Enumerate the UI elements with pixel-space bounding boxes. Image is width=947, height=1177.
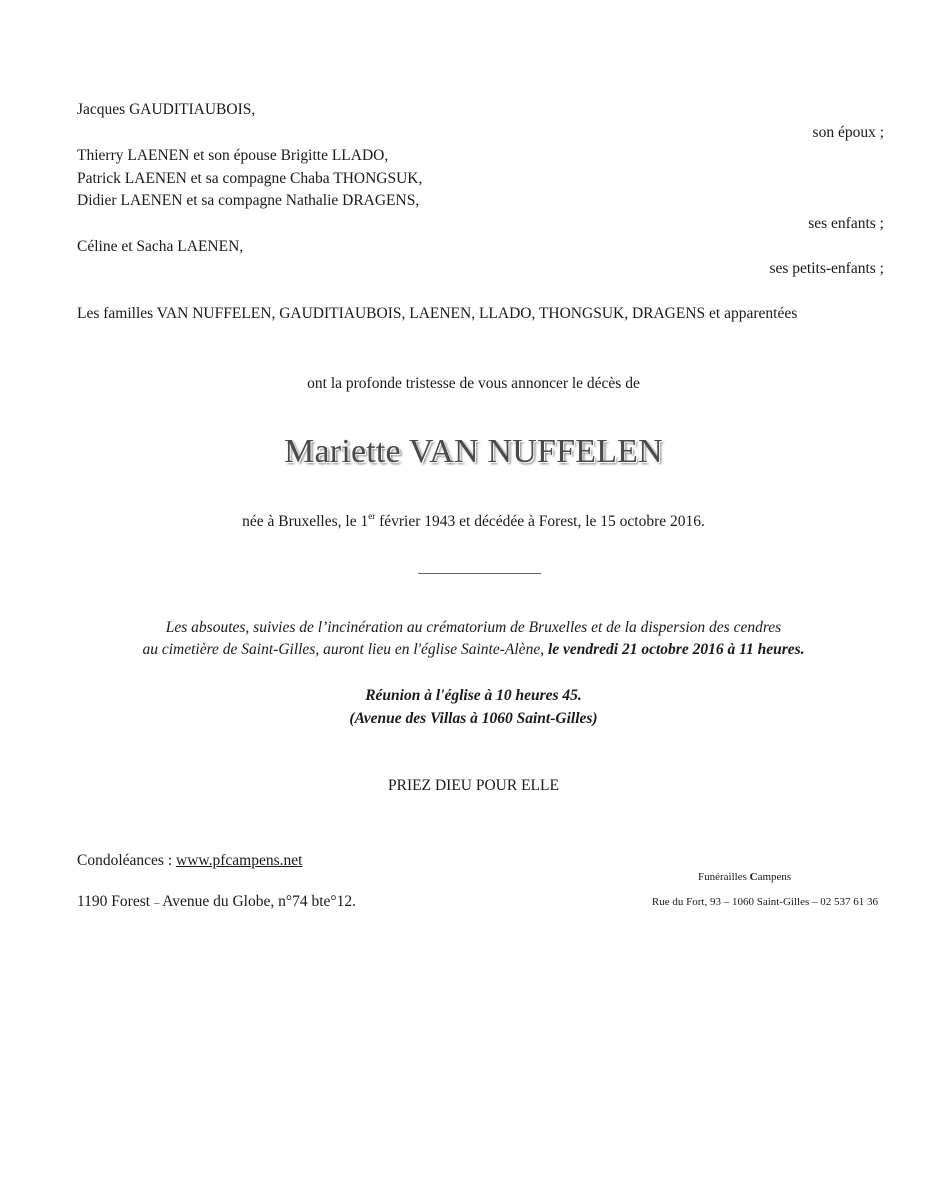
birth-ordinal: er [368,511,376,521]
condolences-label: Condoléances : [77,852,177,869]
deceased-name: Mariette VAN NUFFELEN [284,433,663,470]
prayer-line: PRIEZ DIEU POUR ELLE [388,777,559,794]
funeral-home-name [698,871,791,884]
funeral-home-address: Rue du Fort, 93 – 1060 Saint-Gilles – 02 537 61 36 [651,896,878,908]
ceremony-line-2 [0,641,947,659]
birth-death-line [0,513,947,531]
extended-families: Les familles VAN NUFFELEN, GAUDITIAUBOIS, LAENEN, LLADO, THONGSUK, DRAGENS et apparentées [77,305,798,322]
home-address-rest: Avenue du Globe, n°74 bte°12. [162,893,356,910]
child-line: Patrick LAENEN et sa compagne Chaba THONGSUK, [77,170,423,187]
ceremony-line-2-text: au cimetière de Saint-Gilles, auront lieu en l'église Sainte-Alène, [142,641,548,658]
funeral-home-prefix: Funérailles [698,871,750,883]
children-role: ses enfants ; [808,215,884,232]
home-address-dash: – [153,897,163,909]
spouse-role: son époux ; [812,124,884,141]
birth-prefix: née à Bruxelles, le 1 [242,513,369,530]
announcement-intro: ont la profonde tristesse de vous annoncer le décès de [307,375,640,392]
home-address-prefix: 1190 Forest [77,893,154,910]
funeral-home-rest: ampens [757,871,792,883]
funeral-home-initial: C [749,871,758,883]
child-line: Didier LAENEN et sa compagne Nathalie DRAGENS, [77,192,420,209]
ceremony-date: le vendredi 21 octobre 2016 à 11 heures. [547,641,805,658]
birth-suffix: février 1943 et décédée à Forest, le 15 octobre 2016. [375,513,705,530]
grandchildren-role: ses petits-enfants ; [769,260,884,277]
grandchildren-names: Céline et Sacha LAENEN, [77,238,244,255]
church-address: (Avenue des Villas à 1060 Saint-Gilles) [349,710,598,727]
child-line: Thierry LAENEN et son épouse Brigitte LLADO, [77,147,389,164]
spouse-name: Jacques GAUDITIAUBOIS, [77,101,256,118]
condolences [77,852,302,870]
meeting-time: Réunion à l'église à 10 heures 45. [365,687,582,704]
ceremony-line-1: Les absoutes, suivies de l’incinération au crématorium de Bruxelles et de la dispersion des cendres [165,619,782,636]
home-address [77,893,356,912]
divider [418,573,541,574]
condolences-link[interactable]: www.pfcampens.net [176,852,303,869]
